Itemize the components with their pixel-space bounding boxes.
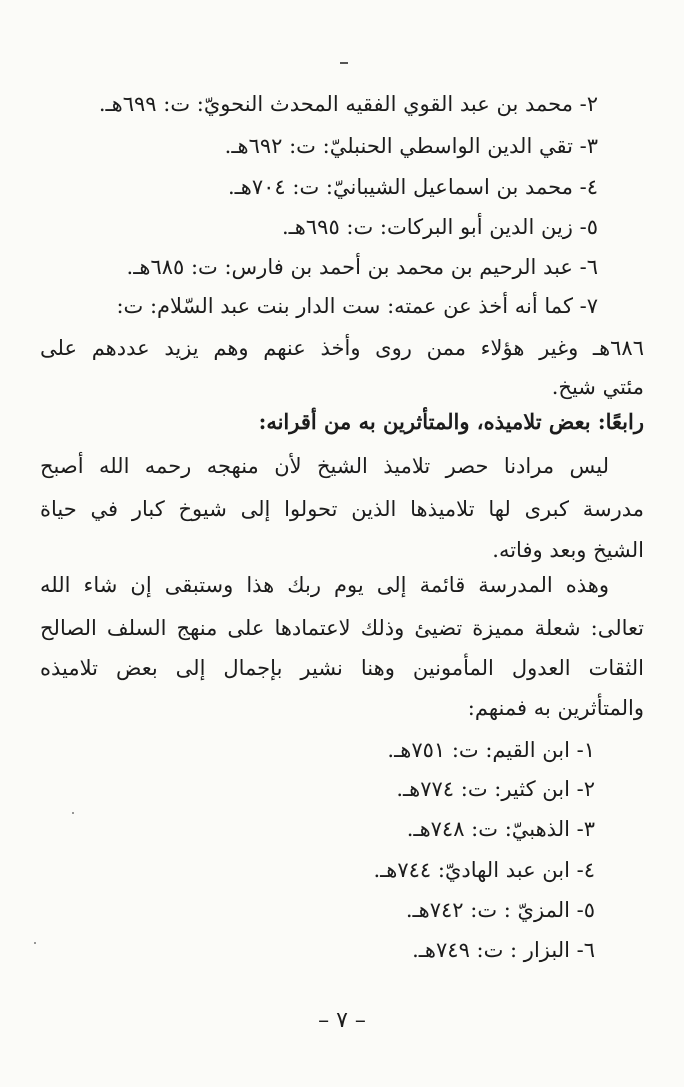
top-dash-mark [340,62,348,64]
continuation-line-2: مئتي شيخ. [551,375,644,399]
student-item-1: ١- ابن القيم: ت: ٧٥١هـ. [387,738,595,762]
paragraph2-line-3: الثقات العدول المأمونين وهنا نشير بإجمال إلى بعض تلاميذه [40,656,644,680]
student-item-3: ٣- الذهبيّ: ت: ٧٤٨هـ. [406,817,595,841]
scan-speck [72,812,74,814]
student-item-6: ٦- البزار : ت: ٧٤٩هـ. [412,938,595,962]
teacher-item-2: ٢- محمد بن عبد القوي الفقيه المحدث النحويّ: ت: ٦٩٩هـ. [98,92,598,116]
paragraph2-line-2: تعالى: شعلة مميزة تضيئ وذلك لاعتمادها على منهج السلف الصالح [40,616,644,640]
teacher-item-5: ٥- زين الدين أبو البركات: ت: ٦٩٥هـ. [281,215,598,239]
paragraph1-line-1: ليس مرادنا حصر تلاميذ الشيخ لأن منهجه رحمه الله أصبح [40,454,609,478]
paragraph1-line-3: الشيخ وبعد وفاته. [492,538,644,562]
student-item-5: ٥- المزيّ : ت: ٧٤٢هـ. [405,898,595,922]
teacher-item-7: ٧- كما أنه أخذ عن عمته: ست الدار بنت عبد السّلام: ت: [116,294,598,318]
teacher-item-6: ٦- عبد الرحيم بن محمد بن أحمد بن فارس: ت: ٦٨٥هـ. [126,255,598,279]
student-item-2: ٢- ابن كثير: ت: ٧٧٤هـ. [396,777,595,801]
page-number: – ٧ – [318,1008,366,1033]
section-heading: رابعًا: بعض تلاميذه، والمتأثرين به من أقرانه: [258,409,644,434]
paragraph1-line-2: مدرسة كبرى لها تلاميذها الذين تحولوا إلى شيوخ كبار في حياة [40,497,644,521]
continuation-line-1: ٦٨٦هـ وغير هؤلاء ممن روى وأخذ عنهم وهم يزيد عددهم على [40,336,644,360]
teacher-item-4: ٤- محمد بن اسماعيل الشيبانيّ: ت: ٧٠٤هـ. [227,175,598,199]
paragraph2-line-1: وهذه المدرسة قائمة إلى يوم ربك هذا وستبقى إن شاء الله [40,573,609,597]
student-item-4: ٤- ابن عبد الهاديّ: ٧٤٤هـ. [373,858,595,882]
scan-speck [34,942,36,944]
teacher-item-3: ٣- تقي الدين الواسطي الحنبليّ: ت: ٦٩٢هـ. [224,134,598,158]
paragraph2-line-4: والمتأثرين به فمنهم: [467,696,644,720]
